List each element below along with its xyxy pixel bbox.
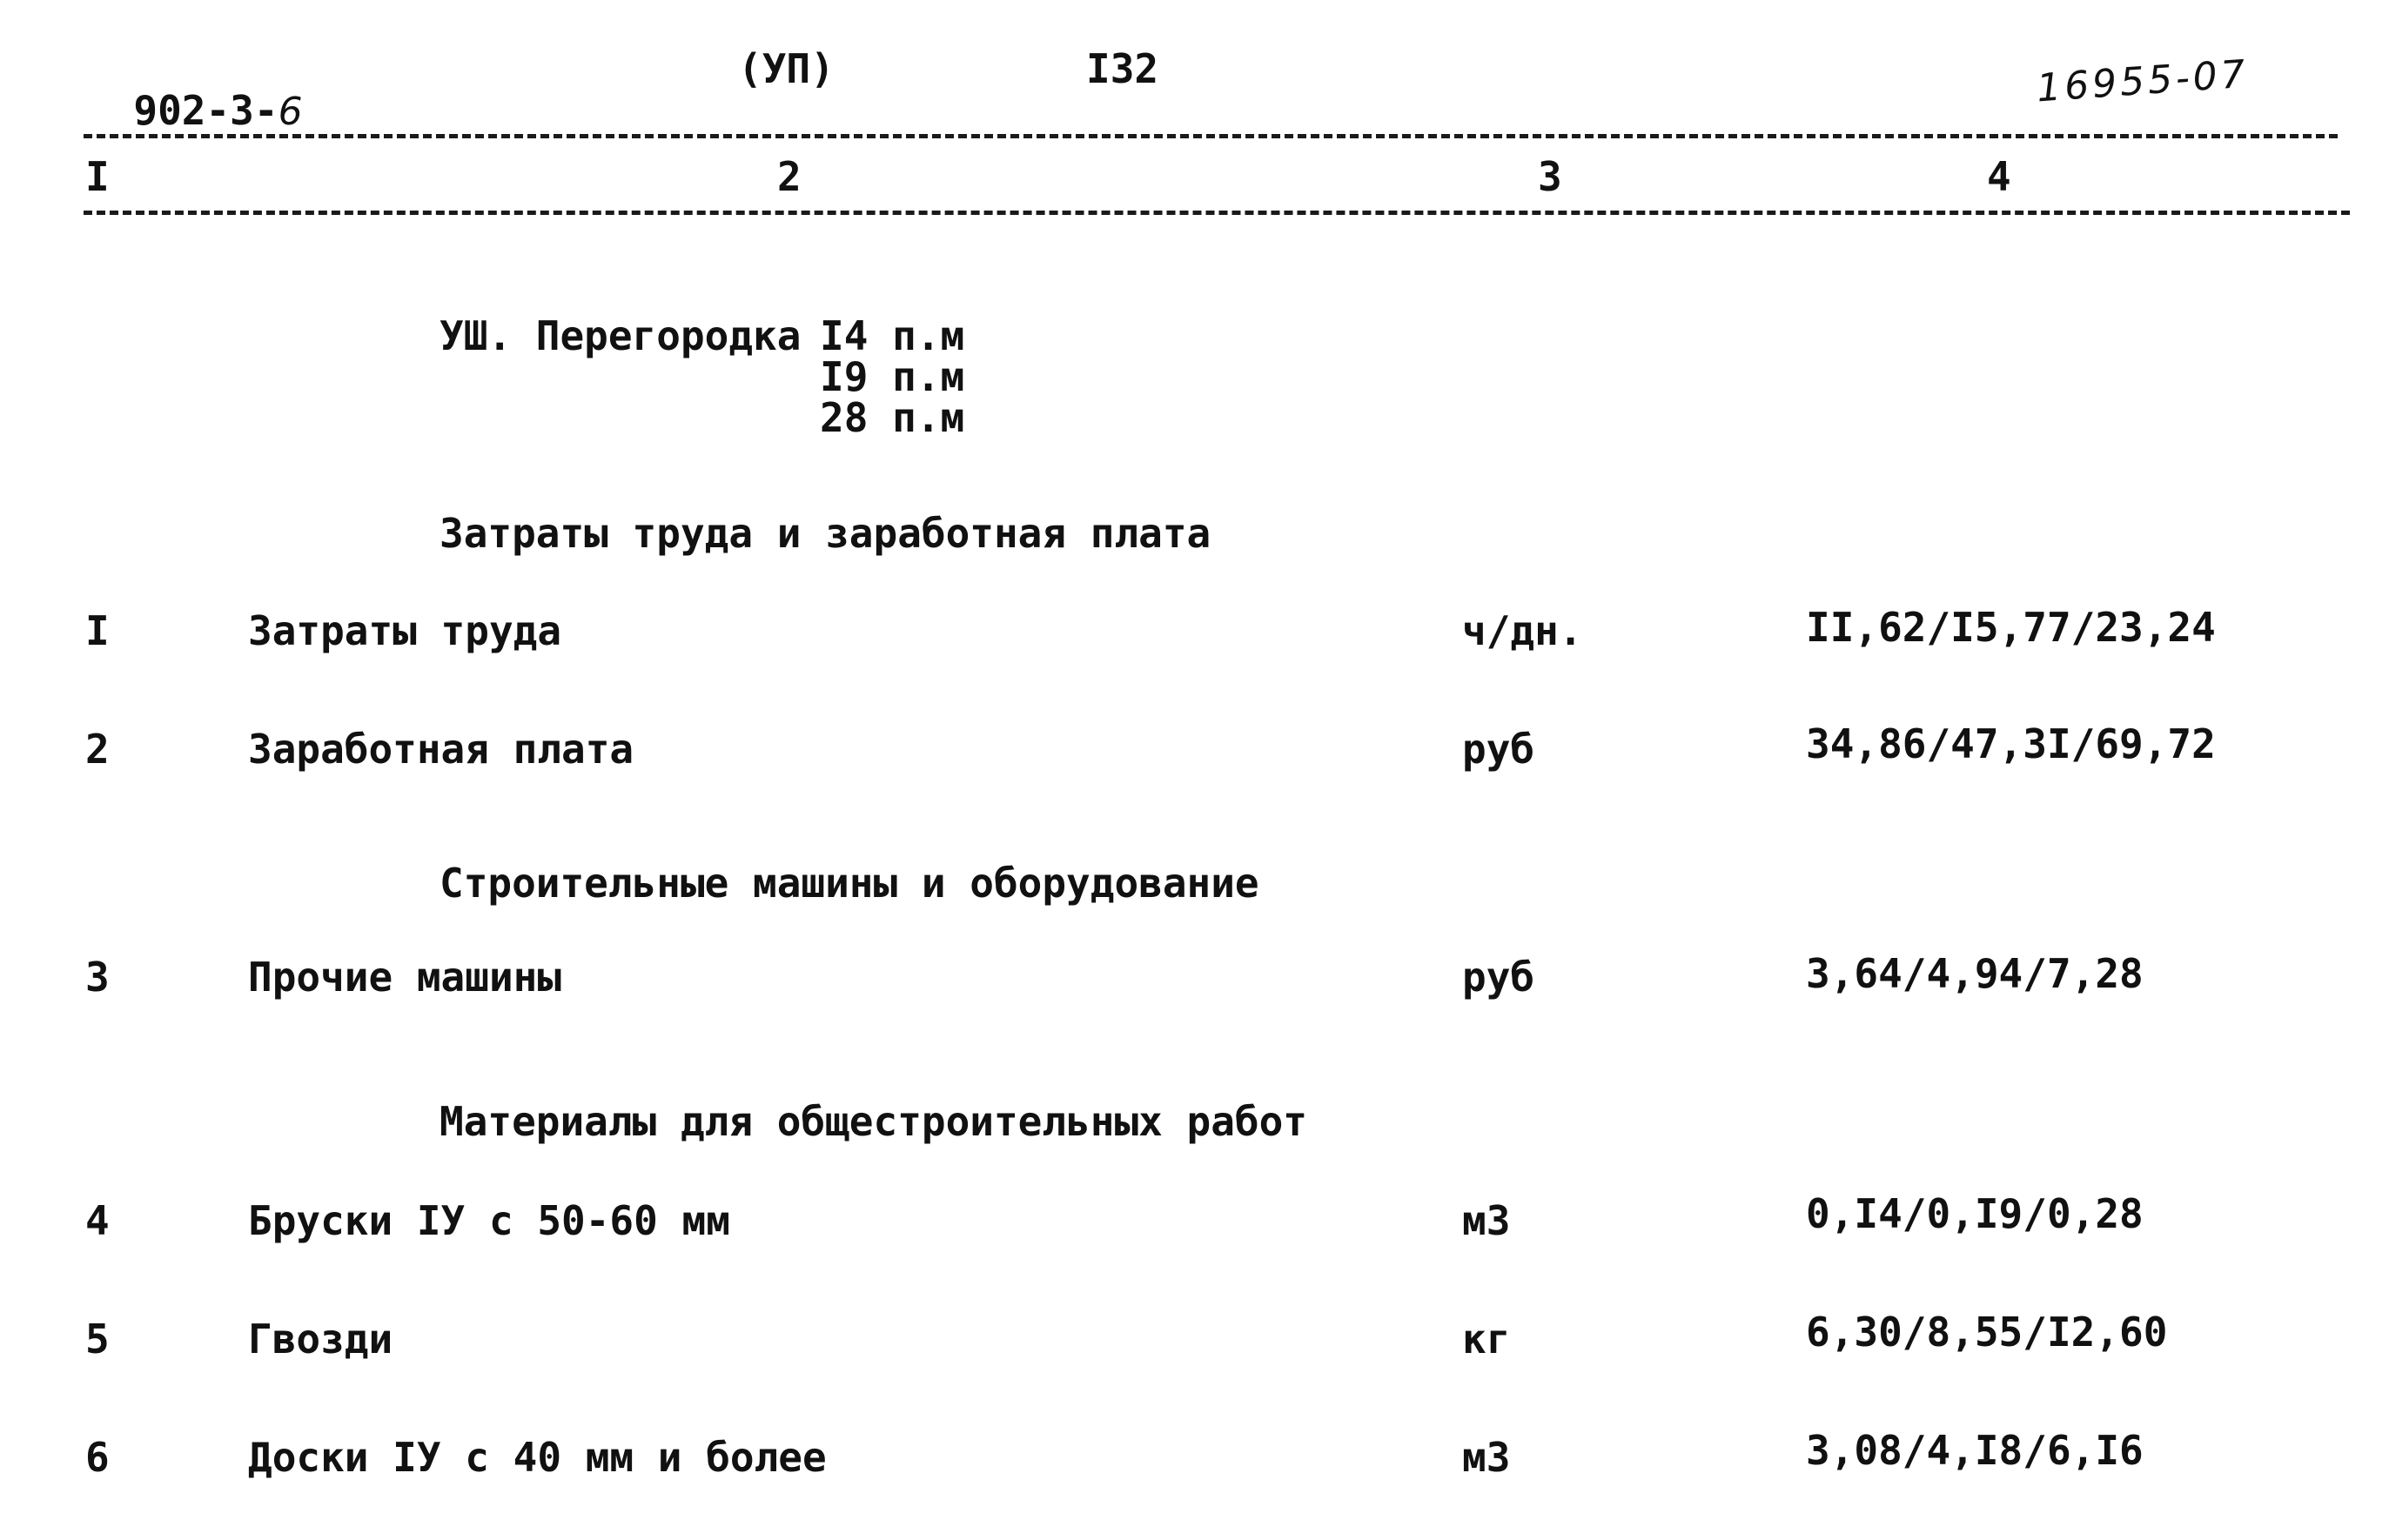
row-num: 6 [85, 1434, 110, 1481]
row-unit: м3 [1462, 1434, 1511, 1481]
row-value: 34,86/47,3I/69,72 [1806, 720, 2216, 767]
inventory-number: 16955-07 [2035, 51, 2251, 111]
row-num: 2 [85, 726, 110, 773]
row-num: 3 [85, 954, 110, 1001]
row-unit: кг [1462, 1316, 1511, 1363]
section-variant-3: 28 п.м [820, 394, 965, 441]
column-number-3: 3 [1538, 153, 1562, 200]
row-value: II,62/I5,77/23,24 [1806, 604, 2216, 651]
section-variant-1: I4 п.м [820, 312, 965, 359]
doc-code-suffix: 6 [278, 90, 306, 134]
row-value: 3,64/4,94/7,28 [1806, 950, 2144, 997]
section-title: УШ. Перегородка [440, 312, 802, 359]
row-unit: ч/дн. [1462, 607, 1583, 654]
row-unit: руб [1462, 954, 1535, 1001]
row-num: I [85, 607, 110, 654]
row-value: 0,I4/0,I9/0,28 [1806, 1190, 2144, 1237]
group-heading-labor: Затраты труда и заработная плата [440, 510, 1211, 557]
row-unit: м3 [1462, 1197, 1511, 1244]
group-heading-machines: Строительные машины и оборудование [440, 860, 1259, 907]
sheet-number: I32 [1086, 45, 1159, 92]
row-value: 6,30/8,55/I2,60 [1806, 1309, 2168, 1356]
row-name: Затраты труда [248, 607, 562, 654]
row-name: Бруски IУ с 50-60 мм [248, 1197, 730, 1244]
doc-code [85, 50, 306, 134]
column-number-1: I [85, 153, 110, 200]
row-num: 4 [85, 1197, 110, 1244]
column-number-4: 4 [1987, 153, 2011, 200]
row-num: 5 [85, 1316, 110, 1363]
row-unit: руб [1462, 726, 1535, 773]
group-heading-materials: Материалы для общестроительных работ [440, 1098, 1307, 1145]
row-name: Доски IУ с 40 мм и более [248, 1434, 827, 1481]
doc-code-main: 902-3- [133, 87, 278, 134]
column-number-2: 2 [777, 153, 802, 200]
bottom-dashed-rule [84, 211, 2350, 215]
row-name: Гвозди [248, 1316, 393, 1363]
series-label: (УП) [738, 45, 835, 92]
row-name: Заработная плата [248, 726, 634, 773]
row-name: Прочие машины [248, 954, 562, 1001]
row-value: 3,08/4,I8/6,I6 [1806, 1427, 2144, 1474]
section-variant-2: I9 п.м [820, 353, 965, 400]
top-dashed-rule [84, 134, 2338, 138]
